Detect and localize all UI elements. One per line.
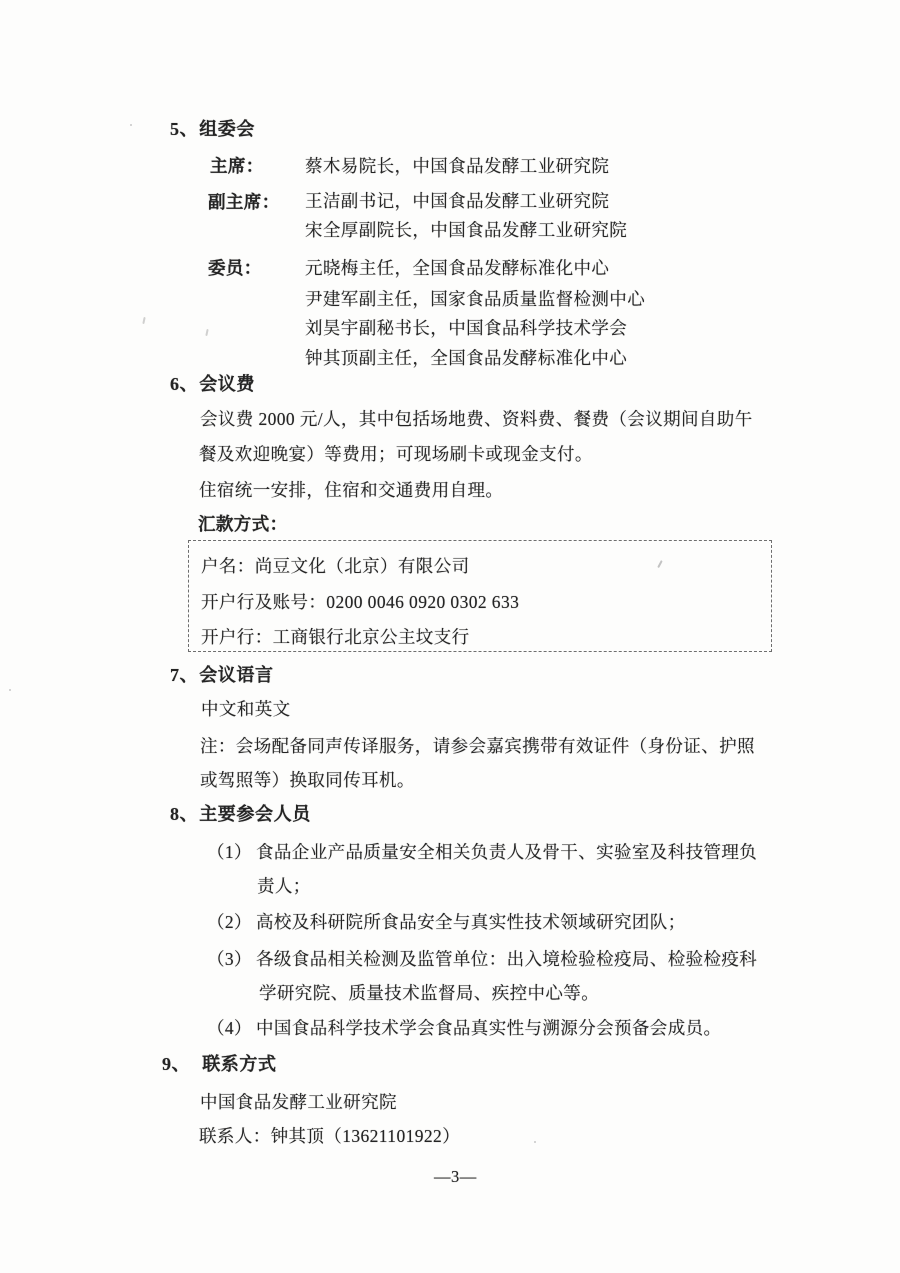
remit-bank-branch: 开户行：工商银行北京公主坟支行 (201, 627, 470, 647)
languages-line: 中文和英文 (201, 699, 291, 719)
attendee-item-4-number: （4） (207, 1018, 252, 1038)
remit-bank-and-account: 开户行及账号：0200 0046 0920 0302 633 (201, 592, 520, 612)
attendee-item-4-line-1: 中国食品科学技术学会食品真实性与溯源分会预备会成员。 (256, 1018, 722, 1038)
section-7-heading (170, 665, 274, 686)
contact-person-line: 联系人：钟其顶（13621101922） (199, 1126, 461, 1146)
attendee-item-2-number: （2） (207, 912, 252, 932)
section-6-heading (170, 374, 255, 395)
fee-paragraph-line-1: 会议费 2000 元/人，其中包括场地费、资料费、餐费（会议期间自助午 (200, 409, 753, 429)
page-number: —3— (434, 1167, 477, 1186)
lodging-line: 住宿统一安排，住宿和交通费用自理。 (199, 480, 504, 500)
section-8-number: 8、 (170, 804, 199, 824)
section-5-title: 组委会 (199, 119, 256, 139)
section-9-heading (162, 1054, 277, 1075)
attendee-item-1-line-2: 责人； (257, 876, 311, 896)
role-label-chair: 主席： (210, 156, 264, 176)
contact-org-line: 中国食品发酵工业研究院 (200, 1092, 397, 1112)
role-member-line-3: 刘昊宇副秘书长，中国食品科学技术学会 (305, 318, 628, 338)
role-vice-chair-line-1: 王洁副书记，中国食品发酵工业研究院 (305, 191, 610, 211)
section-6-title: 会议费 (199, 374, 256, 394)
section-5-number: 5、 (170, 119, 199, 139)
attendee-item-3-line-2: 学研究院、质量技术监督局、疾控中心等。 (259, 983, 600, 1003)
scan-artifact (534, 1141, 536, 1143)
attendee-item-3-number: （3） (207, 949, 252, 969)
attendee-item-3-line-1: 各级食品相关检测及监管单位：出入境检验检疫局、检验检疫科 (256, 949, 758, 969)
remittance-label: 汇款方式： (198, 514, 288, 534)
role-chair-line: 蔡木易院长，中国食品发酵工业研究院 (305, 156, 610, 176)
scan-artifact (205, 329, 208, 336)
role-label-vice-chair: 副主席： (208, 192, 280, 212)
section-7-number: 7、 (170, 665, 199, 685)
fee-paragraph-line-2: 餐及欢迎晚宴）等费用；可现场刷卡或现金支付。 (199, 444, 593, 464)
section-5-heading (170, 119, 255, 140)
scan-artifact (130, 124, 132, 126)
remit-account-name: 户名：尚豆文化（北京）有限公司 (201, 556, 470, 576)
language-note-line-2: 或驾照等）换取同传耳机。 (200, 770, 415, 790)
role-member-line-2: 尹建军副主任，国家食品质量监督检测中心 (305, 289, 646, 309)
role-member-line-1: 元晓梅主任，全国食品发酵标准化中心 (305, 258, 610, 278)
scan-artifact (9, 689, 11, 691)
section-9-number: 9、 (162, 1054, 191, 1074)
section-8-title: 主要参会人员 (199, 804, 311, 824)
section-7-title: 会议语言 (199, 665, 274, 685)
role-label-members: 委员： (208, 258, 262, 278)
section-9-title: 联系方式 (202, 1054, 277, 1074)
scan-artifact (142, 317, 145, 324)
attendee-item-1-number: （1） (207, 842, 252, 862)
attendee-item-2-line-1: 高校及科研院所食品安全与真实性技术领域研究团队； (256, 912, 686, 932)
section-6-number: 6、 (170, 374, 199, 394)
role-member-line-4: 钟其顶副主任，全国食品发酵标准化中心 (305, 348, 628, 368)
attendee-item-1-line-1: 食品企业产品质量安全相关负责人及骨干、实验室及科技管理负 (256, 842, 758, 862)
section-8-heading (170, 804, 311, 825)
language-note-line-1: 注：会场配备同声传译服务，请参会嘉宾携带有效证件（身份证、护照 (200, 736, 755, 756)
role-vice-chair-line-2: 宋全厚副院长，中国食品发酵工业研究院 (305, 220, 628, 240)
